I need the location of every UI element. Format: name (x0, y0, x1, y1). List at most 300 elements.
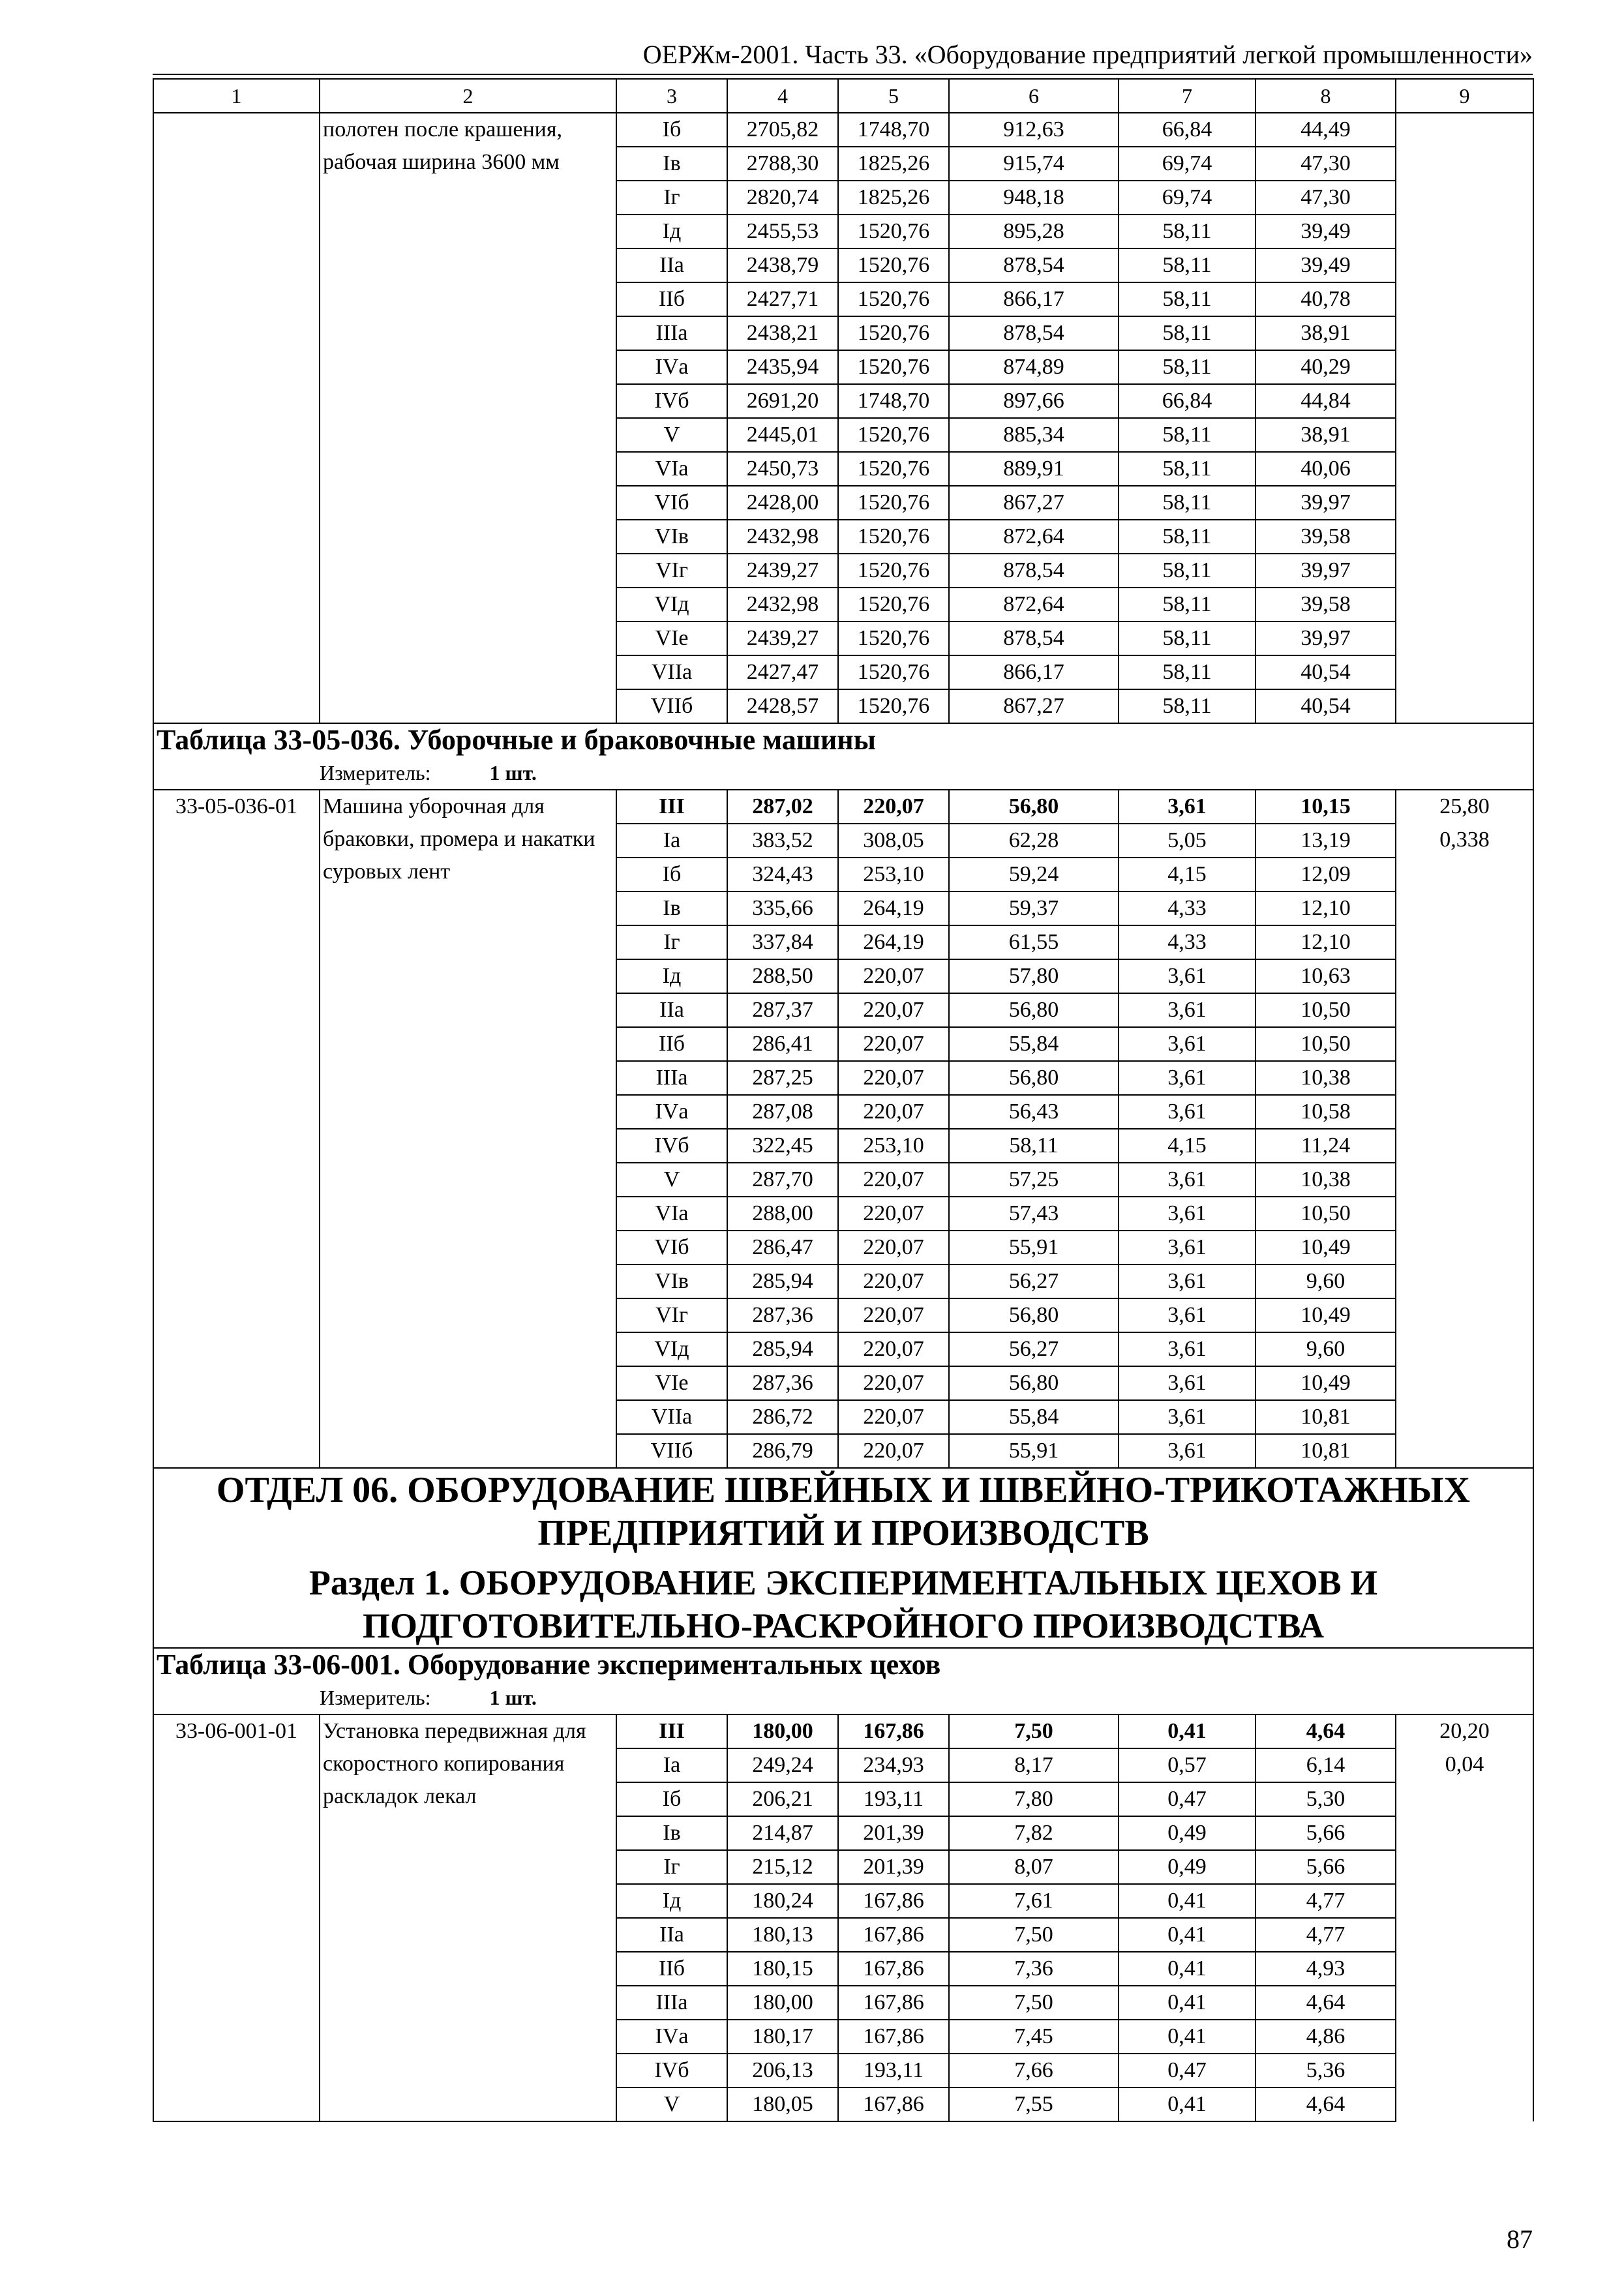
cost-value: 167,86 (838, 2020, 949, 2054)
cost-value: 885,34 (949, 418, 1119, 452)
cost-value: 4,86 (1256, 2020, 1396, 2054)
territory-zone: IIб (616, 282, 727, 316)
cost-value: 58,11 (1119, 554, 1256, 588)
meter-label: Измеритель: (320, 761, 431, 785)
territory-zone: VIв (616, 520, 727, 554)
cost-value: 56,27 (949, 1264, 1119, 1298)
cost-value: 3,61 (1119, 1061, 1256, 1095)
cost-value: 3,61 (1119, 1231, 1256, 1264)
cost-value: 866,17 (949, 282, 1119, 316)
cost-value: 40,54 (1256, 689, 1396, 723)
cost-value: 1520,76 (838, 554, 949, 588)
territory-zone: Iд (616, 1884, 727, 1918)
column-number: 4 (727, 79, 838, 113)
territory-zone: VIа (616, 1197, 727, 1231)
cost-value: 4,64 (1256, 2087, 1396, 2121)
cost-value: 0,41 (1119, 1714, 1256, 1748)
cost-value: 39,97 (1256, 621, 1396, 655)
territory-zone: Iв (616, 1816, 727, 1850)
territory-zone: III (616, 1714, 727, 1748)
cost-value: 0,41 (1119, 2087, 1256, 2121)
rate-description: Установка передвижная для скоростного копирования раскладок лекал (320, 1714, 616, 2121)
territory-zone: VIг (616, 1298, 727, 1332)
territory-zone: VIд (616, 1332, 727, 1366)
cost-value: 220,07 (838, 1298, 949, 1332)
cost-value: 214,87 (727, 1816, 838, 1850)
cost-value: 220,07 (838, 1332, 949, 1366)
cost-value: 4,64 (1256, 1986, 1396, 2020)
cost-value: 38,91 (1256, 316, 1396, 350)
cost-value: 286,79 (727, 1434, 838, 1468)
cost-value: 39,58 (1256, 588, 1396, 621)
territory-zone: V (616, 418, 727, 452)
territory-zone: VIIб (616, 689, 727, 723)
extra-empty (1396, 858, 1533, 1468)
cost-value: 286,72 (727, 1400, 838, 1434)
cost-value: 287,37 (727, 993, 838, 1027)
territory-zone: V (616, 1163, 727, 1197)
cost-value: 10,58 (1256, 1095, 1396, 1129)
cost-value: 308,05 (838, 824, 949, 858)
cost-value: 4,33 (1119, 891, 1256, 925)
cost-value: 2435,94 (727, 350, 838, 384)
territory-zone: IIIа (616, 316, 727, 350)
cost-value: 264,19 (838, 925, 949, 959)
territory-zone: VIе (616, 621, 727, 655)
cost-value: 287,36 (727, 1366, 838, 1400)
territory-zone: V (616, 2087, 727, 2121)
cost-value: 220,07 (838, 1264, 949, 1298)
cost-value: 40,29 (1256, 350, 1396, 384)
cost-value: 3,61 (1119, 1163, 1256, 1197)
cost-value: 66,84 (1119, 113, 1256, 147)
cost-value: 1825,26 (838, 147, 949, 181)
cost-value: 253,10 (838, 1129, 949, 1163)
cost-value: 2428,00 (727, 486, 838, 520)
cost-value: 180,24 (727, 1884, 838, 1918)
cost-value: 287,36 (727, 1298, 838, 1332)
cost-value: 69,74 (1119, 181, 1256, 215)
cost-value: 2439,27 (727, 621, 838, 655)
cost-value: 1520,76 (838, 418, 949, 452)
cost-value: 0,47 (1119, 1782, 1256, 1816)
cost-value: 0,41 (1119, 1952, 1256, 1986)
cost-value: 10,81 (1256, 1400, 1396, 1434)
cost-value: 59,24 (949, 858, 1119, 891)
cost-value: 40,06 (1256, 452, 1396, 486)
cost-value: 1520,76 (838, 282, 949, 316)
cost-value: 39,97 (1256, 554, 1396, 588)
cost-value: 220,07 (838, 1197, 949, 1231)
table-row (153, 1714, 1533, 1748)
cost-value: 287,08 (727, 1095, 838, 1129)
cost-value: 56,80 (949, 790, 1119, 824)
section-heading-row (153, 1468, 1533, 1648)
cost-value: 39,97 (1256, 486, 1396, 520)
cost-value: 167,86 (838, 1918, 949, 1952)
cost-value: 58,11 (1119, 282, 1256, 316)
territory-zone: IVа (616, 350, 727, 384)
table-row (153, 790, 1533, 824)
cost-value: 12,09 (1256, 858, 1396, 891)
cost-value: 249,24 (727, 1748, 838, 1782)
cost-value: 3,61 (1119, 1095, 1256, 1129)
cost-value: 10,49 (1256, 1366, 1396, 1400)
cost-value: 58,11 (1119, 248, 1256, 282)
meter-row (153, 1681, 1533, 1714)
cost-value: 3,61 (1119, 1366, 1256, 1400)
cost-value: 4,93 (1256, 1952, 1396, 1986)
cost-value: 286,47 (727, 1231, 838, 1264)
cost-value: 866,17 (949, 655, 1119, 689)
cost-value: 0,41 (1119, 1918, 1256, 1952)
cost-value: 58,11 (1119, 215, 1256, 248)
cost-value: 167,86 (838, 2087, 949, 2121)
meter-value: 1 шт. (489, 1686, 537, 1709)
cost-value: 180,05 (727, 2087, 838, 2121)
cost-value: 55,84 (949, 1027, 1119, 1061)
cost-value: 10,63 (1256, 959, 1396, 993)
territory-zone: VIб (616, 1231, 727, 1264)
cost-value: 895,28 (949, 215, 1119, 248)
measure-unit (153, 756, 1533, 790)
cost-value: 220,07 (838, 959, 949, 993)
cost-value: 8,07 (949, 1850, 1119, 1884)
cost-value: 180,15 (727, 1952, 838, 1986)
cost-value: 7,50 (949, 1986, 1119, 2020)
cost-value: 867,27 (949, 689, 1119, 723)
cost-value: 912,63 (949, 113, 1119, 147)
cost-value: 3,61 (1119, 1400, 1256, 1434)
cost-value: 39,49 (1256, 248, 1396, 282)
cost-value: 287,02 (727, 790, 838, 824)
table-title: Таблица 33-06-001. Оборудование экспериментальных цехов (153, 1648, 1533, 1681)
cost-value: 878,54 (949, 554, 1119, 588)
cost-value: 56,43 (949, 1095, 1119, 1129)
subsection-title: Раздел 1. ОБОРУДОВАНИЕ ЭКСПЕРИМЕНТАЛЬНЫХ ЦЕХОВ И ПОДГОТОВИТЕЛЬНО-РАСКРОЙНОГО ПРОИЗВОДСТВА (308, 1563, 1378, 1645)
cost-value: 0,41 (1119, 2020, 1256, 2054)
cost-value: 1520,76 (838, 486, 949, 520)
cost-value: 253,10 (838, 858, 949, 891)
cost-value: 4,15 (1119, 858, 1256, 891)
cost-value: 7,55 (949, 2087, 1119, 2121)
territory-zone: VIб (616, 486, 727, 520)
cost-value: 1748,70 (838, 384, 949, 418)
cost-value: 57,80 (949, 959, 1119, 993)
cost-value: 4,64 (1256, 1714, 1396, 1748)
territory-zone: Iд (616, 215, 727, 248)
cost-value: 206,13 (727, 2054, 838, 2087)
territory-zone: VIIа (616, 1400, 727, 1434)
meter-value: 1 шт. (489, 761, 537, 785)
cost-value: 288,00 (727, 1197, 838, 1231)
cost-value: 12,10 (1256, 925, 1396, 959)
cost-value: 57,43 (949, 1197, 1119, 1231)
cost-value: 1520,76 (838, 248, 949, 282)
cost-value: 180,00 (727, 1714, 838, 1748)
cost-value: 10,38 (1256, 1061, 1396, 1095)
cost-value: 5,66 (1256, 1850, 1396, 1884)
cost-value: 2432,98 (727, 588, 838, 621)
cost-value: 58,11 (1119, 520, 1256, 554)
cost-value: 7,45 (949, 2020, 1119, 2054)
cost-value: 47,30 (1256, 147, 1396, 181)
cost-value: 11,24 (1256, 1129, 1396, 1163)
cost-value: 44,84 (1256, 384, 1396, 418)
section-heading (153, 1468, 1533, 1648)
cost-value: 6,14 (1256, 1748, 1396, 1782)
cost-value: 201,39 (838, 1816, 949, 1850)
cost-value: 4,77 (1256, 1884, 1396, 1918)
cost-value: 10,50 (1256, 993, 1396, 1027)
cost-value: 287,25 (727, 1061, 838, 1095)
territory-zone: IIIа (616, 1986, 727, 2020)
page-number: 87 (1507, 2224, 1533, 2254)
cost-value: 10,49 (1256, 1231, 1396, 1264)
column-number: 6 (949, 79, 1119, 113)
cost-value: 206,21 (727, 1782, 838, 1816)
cost-value: 58,11 (1119, 621, 1256, 655)
cost-value: 7,82 (949, 1816, 1119, 1850)
territory-zone: IVб (616, 384, 727, 418)
cost-value: 56,80 (949, 1061, 1119, 1095)
territory-zone: VIа (616, 452, 727, 486)
table-title: Таблица 33-05-036. Уборочные и браковочные машины (153, 723, 1533, 756)
cost-value: 2438,79 (727, 248, 838, 282)
territory-zone: III (616, 790, 727, 824)
cost-value: 7,61 (949, 1884, 1119, 1918)
extra-empty (1396, 1782, 1533, 2121)
cost-value: 872,64 (949, 588, 1119, 621)
cost-value: 58,11 (1119, 316, 1256, 350)
cost-value: 285,94 (727, 1264, 838, 1298)
cost-value: 3,61 (1119, 790, 1256, 824)
cost-value: 2820,74 (727, 181, 838, 215)
cost-value: 167,86 (838, 1952, 949, 1986)
cost-value: 10,49 (1256, 1298, 1396, 1332)
cost-value: 220,07 (838, 1095, 949, 1129)
cost-value: 1520,76 (838, 452, 949, 486)
cost-value: 193,11 (838, 1782, 949, 1816)
cost-value: 0,49 (1119, 1850, 1256, 1884)
cost-value: 13,19 (1256, 824, 1396, 858)
cost-value: 1748,70 (838, 113, 949, 147)
cost-value: 58,11 (1119, 655, 1256, 689)
cost-value: 58,11 (1119, 588, 1256, 621)
column-number: 8 (1256, 79, 1396, 113)
cost-value: 4,77 (1256, 1918, 1396, 1952)
extra-value: 25,80 (1396, 790, 1533, 824)
cost-value: 5,30 (1256, 1782, 1396, 1816)
cost-value: 4,15 (1119, 1129, 1256, 1163)
territory-zone: Iг (616, 925, 727, 959)
cost-value: 3,61 (1119, 1027, 1256, 1061)
cost-value: 56,80 (949, 993, 1119, 1027)
territory-zone: IIа (616, 993, 727, 1027)
table-title-row (153, 723, 1533, 756)
cost-value: 8,17 (949, 1748, 1119, 1782)
territory-zone: IVа (616, 2020, 727, 2054)
territory-zone: VIIб (616, 1434, 727, 1468)
cost-value: 56,27 (949, 1332, 1119, 1366)
cost-value: 57,25 (949, 1163, 1119, 1197)
cost-value: 7,36 (949, 1952, 1119, 1986)
cost-value: 55,84 (949, 1400, 1119, 1434)
column-number: 9 (1396, 79, 1533, 113)
cost-value: 10,15 (1256, 790, 1396, 824)
cost-value: 878,54 (949, 248, 1119, 282)
cost-value: 220,07 (838, 1027, 949, 1061)
cost-value: 7,50 (949, 1714, 1119, 1748)
cost-value: 335,66 (727, 891, 838, 925)
cost-value: 2691,20 (727, 384, 838, 418)
cost-value: 167,86 (838, 1986, 949, 2020)
cost-value: 10,50 (1256, 1027, 1396, 1061)
cost-value: 2428,57 (727, 689, 838, 723)
cost-value: 69,74 (1119, 147, 1256, 181)
cost-value: 897,66 (949, 384, 1119, 418)
cost-value: 44,49 (1256, 113, 1396, 147)
cost-value: 0,47 (1119, 2054, 1256, 2087)
cost-value: 7,80 (949, 1782, 1119, 1816)
cost-value: 220,07 (838, 1163, 949, 1197)
cost-value: 12,10 (1256, 891, 1396, 925)
cost-value: 193,11 (838, 2054, 949, 2087)
cost-value: 285,94 (727, 1332, 838, 1366)
territory-zone: Iв (616, 147, 727, 181)
cost-value: 61,55 (949, 925, 1119, 959)
territory-zone: Iб (616, 1782, 727, 1816)
cost-value: 56,80 (949, 1366, 1119, 1400)
cost-value: 5,05 (1119, 824, 1256, 858)
cost-value: 62,28 (949, 824, 1119, 858)
territory-zone: VIг (616, 554, 727, 588)
cost-value: 1520,76 (838, 215, 949, 248)
territory-zone: IVа (616, 1095, 727, 1129)
meter-label: Измеритель: (320, 1686, 431, 1709)
cost-value: 10,38 (1256, 1163, 1396, 1197)
rate-code: 33-05-036-01 (153, 790, 320, 1468)
cost-value: 1520,76 (838, 316, 949, 350)
rate-description: полотен после крашения, рабочая ширина 3600 мм (320, 113, 616, 723)
cost-value: 56,80 (949, 1298, 1119, 1332)
cost-value: 2445,01 (727, 418, 838, 452)
territory-zone: IVб (616, 2054, 727, 2087)
cost-value: 220,07 (838, 993, 949, 1027)
cost-value: 2705,82 (727, 113, 838, 147)
rates-table (153, 78, 1534, 2122)
territory-zone: IIIа (616, 1061, 727, 1095)
table-row (153, 113, 1533, 147)
header-rule (153, 74, 1533, 75)
cost-value: 2455,53 (727, 215, 838, 248)
cost-value: 3,61 (1119, 1197, 1256, 1231)
cost-value: 59,37 (949, 891, 1119, 925)
cost-value: 180,13 (727, 1918, 838, 1952)
territory-zone: Iг (616, 181, 727, 215)
cost-value: 878,54 (949, 621, 1119, 655)
cost-value: 40,78 (1256, 282, 1396, 316)
cost-value: 66,84 (1119, 384, 1256, 418)
cost-value: 3,61 (1119, 1264, 1256, 1298)
cost-value: 9,60 (1256, 1264, 1396, 1298)
cost-value: 2439,27 (727, 554, 838, 588)
cost-value: 4,33 (1119, 925, 1256, 959)
territory-zone: IIа (616, 1918, 727, 1952)
cost-value: 220,07 (838, 1231, 949, 1264)
extra-empty (1396, 113, 1533, 723)
column-number: 3 (616, 79, 727, 113)
cost-value: 2438,21 (727, 316, 838, 350)
cost-value: 872,64 (949, 520, 1119, 554)
cost-value: 58,11 (1119, 486, 1256, 520)
cost-value: 1520,76 (838, 350, 949, 384)
territory-zone: IIб (616, 1027, 727, 1061)
cost-value: 201,39 (838, 1850, 949, 1884)
territory-zone: Iа (616, 1748, 727, 1782)
extra-value: 0,338 (1396, 824, 1533, 858)
column-number: 1 (153, 79, 320, 113)
cost-value: 3,61 (1119, 959, 1256, 993)
cost-value: 5,36 (1256, 2054, 1396, 2087)
cost-value: 3,61 (1119, 1298, 1256, 1332)
cost-value: 264,19 (838, 891, 949, 925)
cost-value: 58,11 (949, 1129, 1119, 1163)
cost-value: 2427,47 (727, 655, 838, 689)
cost-value: 220,07 (838, 1434, 949, 1468)
cost-value: 286,41 (727, 1027, 838, 1061)
extra-value: 20,20 (1396, 1714, 1533, 1748)
cost-value: 2788,30 (727, 147, 838, 181)
running-header: ОЕРЖм-2001. Часть 33. «Оборудование предприятий легкой промышленности» (642, 40, 1533, 69)
cost-value: 324,43 (727, 858, 838, 891)
cost-value: 889,91 (949, 452, 1119, 486)
cost-value: 337,84 (727, 925, 838, 959)
cost-value: 2427,71 (727, 282, 838, 316)
cost-value: 0,49 (1119, 1816, 1256, 1850)
cost-value: 39,49 (1256, 215, 1396, 248)
territory-zone: IIб (616, 1952, 727, 1986)
cost-value: 915,74 (949, 147, 1119, 181)
cost-value: 1825,26 (838, 181, 949, 215)
section-title: ОТДЕЛ 06. ОБОРУДОВАНИЕ ШВЕЙНЫХ И ШВЕЙНО-ТРИКОТАЖНЫХ ПРЕДПРИЯТИЙ И ПРОИЗВОДСТВ (216, 1470, 1471, 1553)
cost-value: 948,18 (949, 181, 1119, 215)
territory-zone: VIв (616, 1264, 727, 1298)
measure-unit (153, 1681, 1533, 1714)
cost-value: 220,07 (838, 1400, 949, 1434)
cost-value: 288,50 (727, 959, 838, 993)
cost-value: 1520,76 (838, 621, 949, 655)
cost-value: 2450,73 (727, 452, 838, 486)
cost-value: 3,61 (1119, 1332, 1256, 1366)
territory-zone: VIд (616, 588, 727, 621)
cost-value: 1520,76 (838, 689, 949, 723)
cost-value: 874,89 (949, 350, 1119, 384)
cost-value: 322,45 (727, 1129, 838, 1163)
cost-value: 58,11 (1119, 418, 1256, 452)
territory-zone: VIе (616, 1366, 727, 1400)
territory-zone: VIIа (616, 655, 727, 689)
cost-value: 3,61 (1119, 993, 1256, 1027)
cost-value: 1520,76 (838, 520, 949, 554)
cost-value: 58,11 (1119, 350, 1256, 384)
column-number: 2 (320, 79, 616, 113)
territory-zone: Iв (616, 891, 727, 925)
cost-value: 58,11 (1119, 689, 1256, 723)
cost-value: 180,17 (727, 2020, 838, 2054)
cost-value: 55,91 (949, 1434, 1119, 1468)
extra-value: 0,04 (1396, 1748, 1533, 1782)
